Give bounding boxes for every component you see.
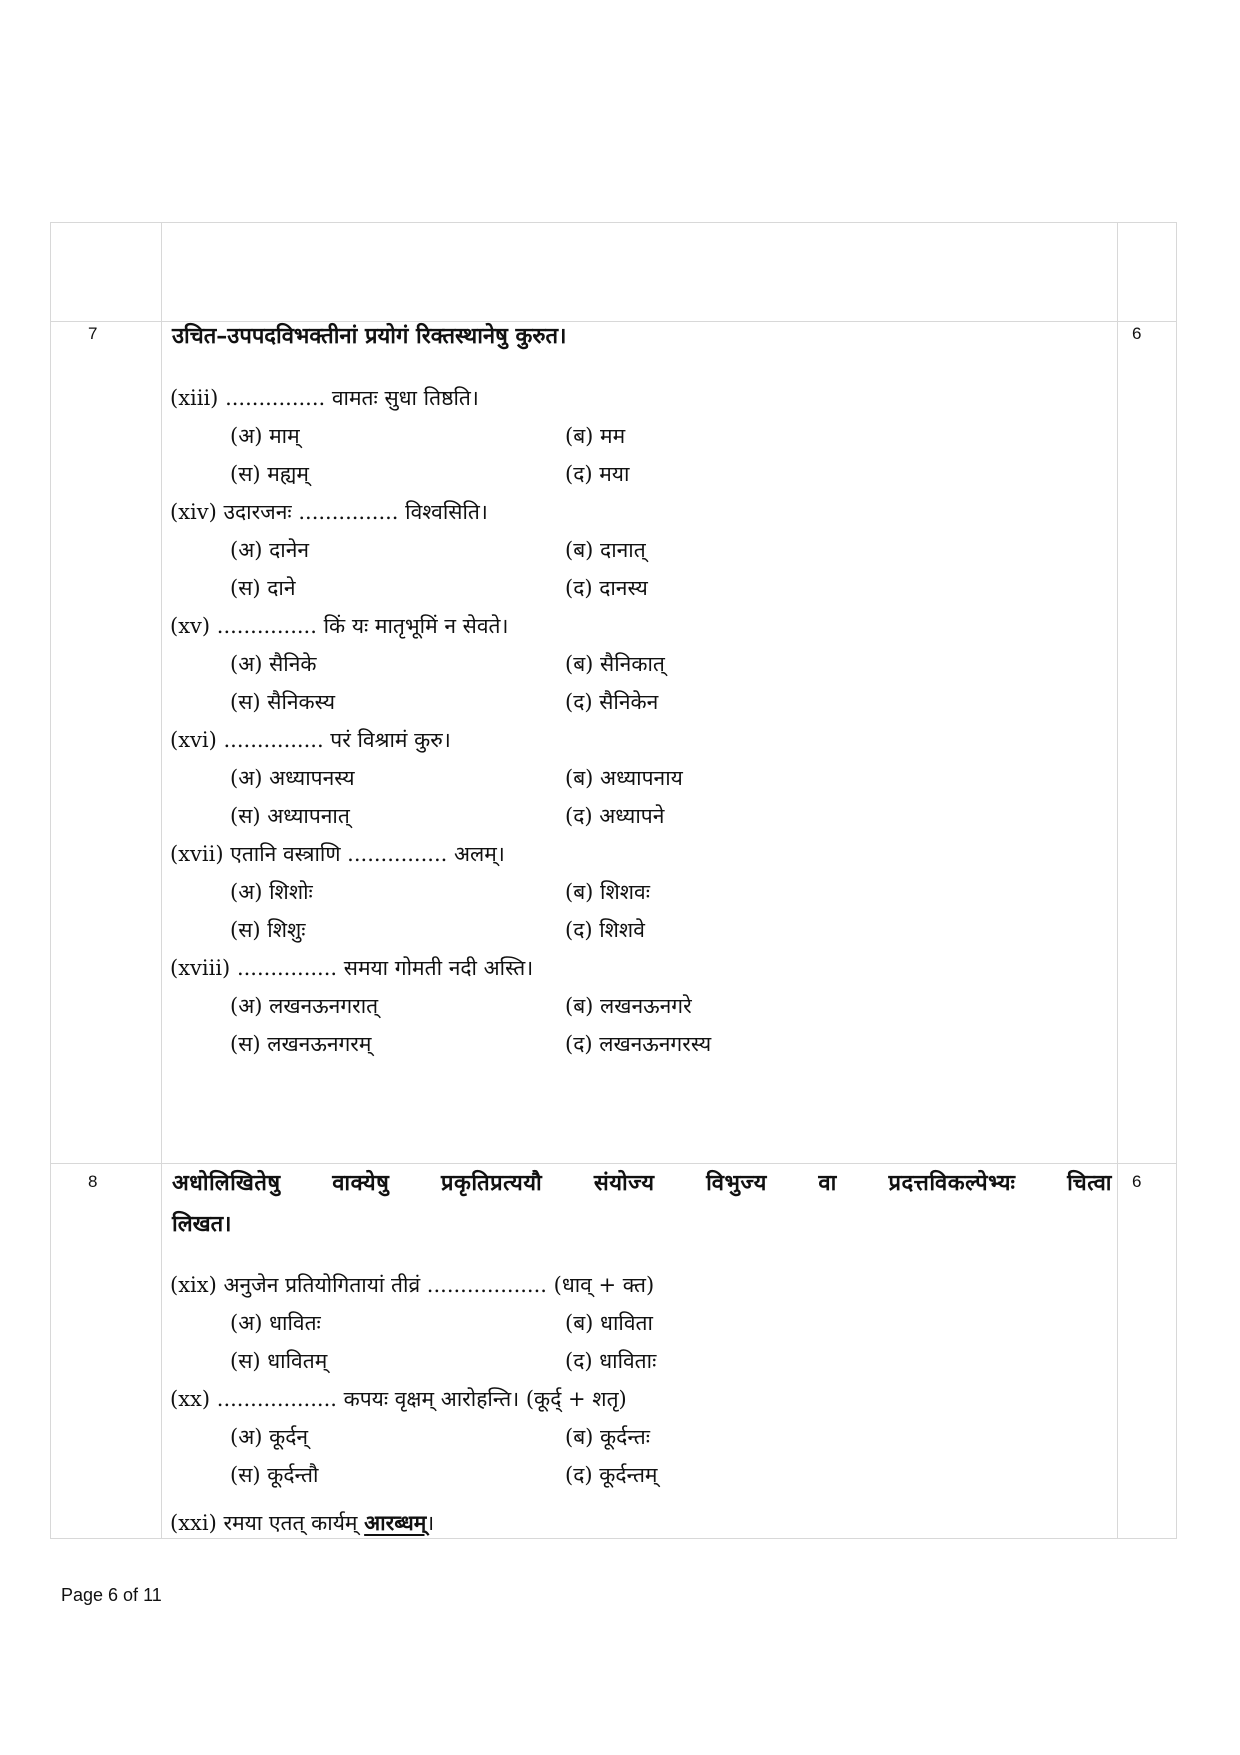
item-label: (xviii) <box>170 956 231 980</box>
answer-option: (स) मह्यम् <box>230 462 309 486</box>
answer-option: (अ) शिशोः <box>230 880 313 904</box>
question-item <box>170 1384 627 1414</box>
column-divider <box>1117 223 1118 1538</box>
answer-option: (स) लखनऊनगरम् <box>230 1032 372 1056</box>
answer-option: (ब) मम <box>565 424 626 448</box>
answer-option: (स) शिशुः <box>230 918 306 942</box>
item-text: उदारजनः ............... विश्वसिति। <box>223 500 488 524</box>
question-item <box>170 383 479 413</box>
question-marks: 6 <box>1132 324 1142 343</box>
question-item <box>170 611 508 641</box>
question-item <box>170 725 451 755</box>
answer-option: (द) कूर्दन्तम् <box>565 1463 658 1487</box>
question-title: अधोलिखितेषु वाक्येषु प्रकृतिप्रत्ययौ संयोज्य विभुज्य वा प्रदत्तविकल्पेभ्यः चित्वा <box>172 1170 1112 1196</box>
answer-option: (द) अध्यापने <box>565 804 665 828</box>
question-title: उचित–उपपदविभक्तीनां प्रयोगं रिक्तस्थानेषु कुरुत। <box>172 323 567 349</box>
item-label: (xvi) <box>170 728 217 752</box>
item-text: ............... परं विश्रामं कुरु। <box>223 728 451 752</box>
answer-option: (ब) सैनिकात् <box>565 652 665 676</box>
item-label: (xiii) <box>170 386 219 410</box>
answer-option: (ब) शिशवः <box>565 880 650 904</box>
question-item <box>170 497 488 527</box>
item-text: ............... समया गोमती नदी अस्ति। <box>236 956 534 980</box>
answer-option: (अ) अध्यापनस्य <box>230 766 355 790</box>
answer-option: (ब) अध्यापनाय <box>565 766 683 790</box>
answer-option: (अ) सैनिके <box>230 652 317 676</box>
answer-option: (ब) कूर्दन्तः <box>565 1425 651 1449</box>
answer-option: (द) दानस्य <box>565 576 648 600</box>
answer-option: (द) मया <box>565 462 630 486</box>
item-text: ............... वामतः सुधा तिष्ठति। <box>225 386 479 410</box>
answer-option: (ब) लखनऊनगरे <box>565 994 692 1018</box>
answer-option: (अ) कूर्दन् <box>230 1425 309 1449</box>
question-item <box>170 1270 654 1300</box>
item-text: ............... किं यः मातृभूमिं न सेवते। <box>216 614 509 638</box>
answer-option: (स) दाने <box>230 576 296 600</box>
question-number: 8 <box>88 1172 98 1191</box>
page-footer: Page 6 of 11 <box>61 1585 162 1605</box>
item-text-suffix: । <box>426 1511 435 1535</box>
answer-option: (द) सैनिकेन <box>565 690 659 714</box>
item-text: रमया एतत् कार्यम् <box>223 1511 365 1535</box>
item-text: .................. कपयः वृक्षम् आरोहन्ति। (कूर्द् + शतृ) <box>216 1387 627 1411</box>
question-item <box>170 953 533 983</box>
answer-option: (स) सैनिकस्य <box>230 690 336 714</box>
answer-option: (स) कूर्दन्तौ <box>230 1463 319 1487</box>
answer-option: (स) अध्यापनात् <box>230 804 350 828</box>
item-label: (xvii) <box>170 842 224 866</box>
question-title-continued: लिखत। <box>172 1211 232 1237</box>
answer-option: (अ) दानेन <box>230 538 310 562</box>
question-item <box>170 839 505 869</box>
item-text: एतानि वस्त्राणि ............... अलम्। <box>230 842 505 866</box>
column-divider <box>161 223 162 1538</box>
question-marks: 6 <box>1132 1172 1142 1191</box>
item-label: (xxi) <box>170 1511 217 1535</box>
answer-option: (स) धावितम् <box>230 1349 328 1373</box>
item-label: (xix) <box>170 1273 217 1297</box>
answer-option: (अ) लखनऊनगरात् <box>230 994 379 1018</box>
question-item <box>170 1508 434 1538</box>
answer-option: (द) धाविताः <box>565 1349 657 1373</box>
item-label: (xx) <box>170 1387 211 1411</box>
answer-option: (द) लखनऊनगरस्य <box>565 1032 712 1056</box>
question-number: 7 <box>88 324 98 343</box>
answer-option: (अ) धावितः <box>230 1311 321 1335</box>
underlined-word: आरब्धम् <box>364 1510 427 1535</box>
answer-option: (ब) दानात् <box>565 538 646 562</box>
item-label: (xv) <box>170 614 211 638</box>
answer-option: (अ) माम् <box>230 424 300 448</box>
answer-option: (द) शिशवे <box>565 918 645 942</box>
item-label: (xiv) <box>170 500 217 524</box>
item-text: अनुजेन प्रतियोगितायां तीव्रं .................. (धाव् + क्त) <box>223 1273 655 1297</box>
answer-option: (ब) धाविता <box>565 1311 653 1335</box>
